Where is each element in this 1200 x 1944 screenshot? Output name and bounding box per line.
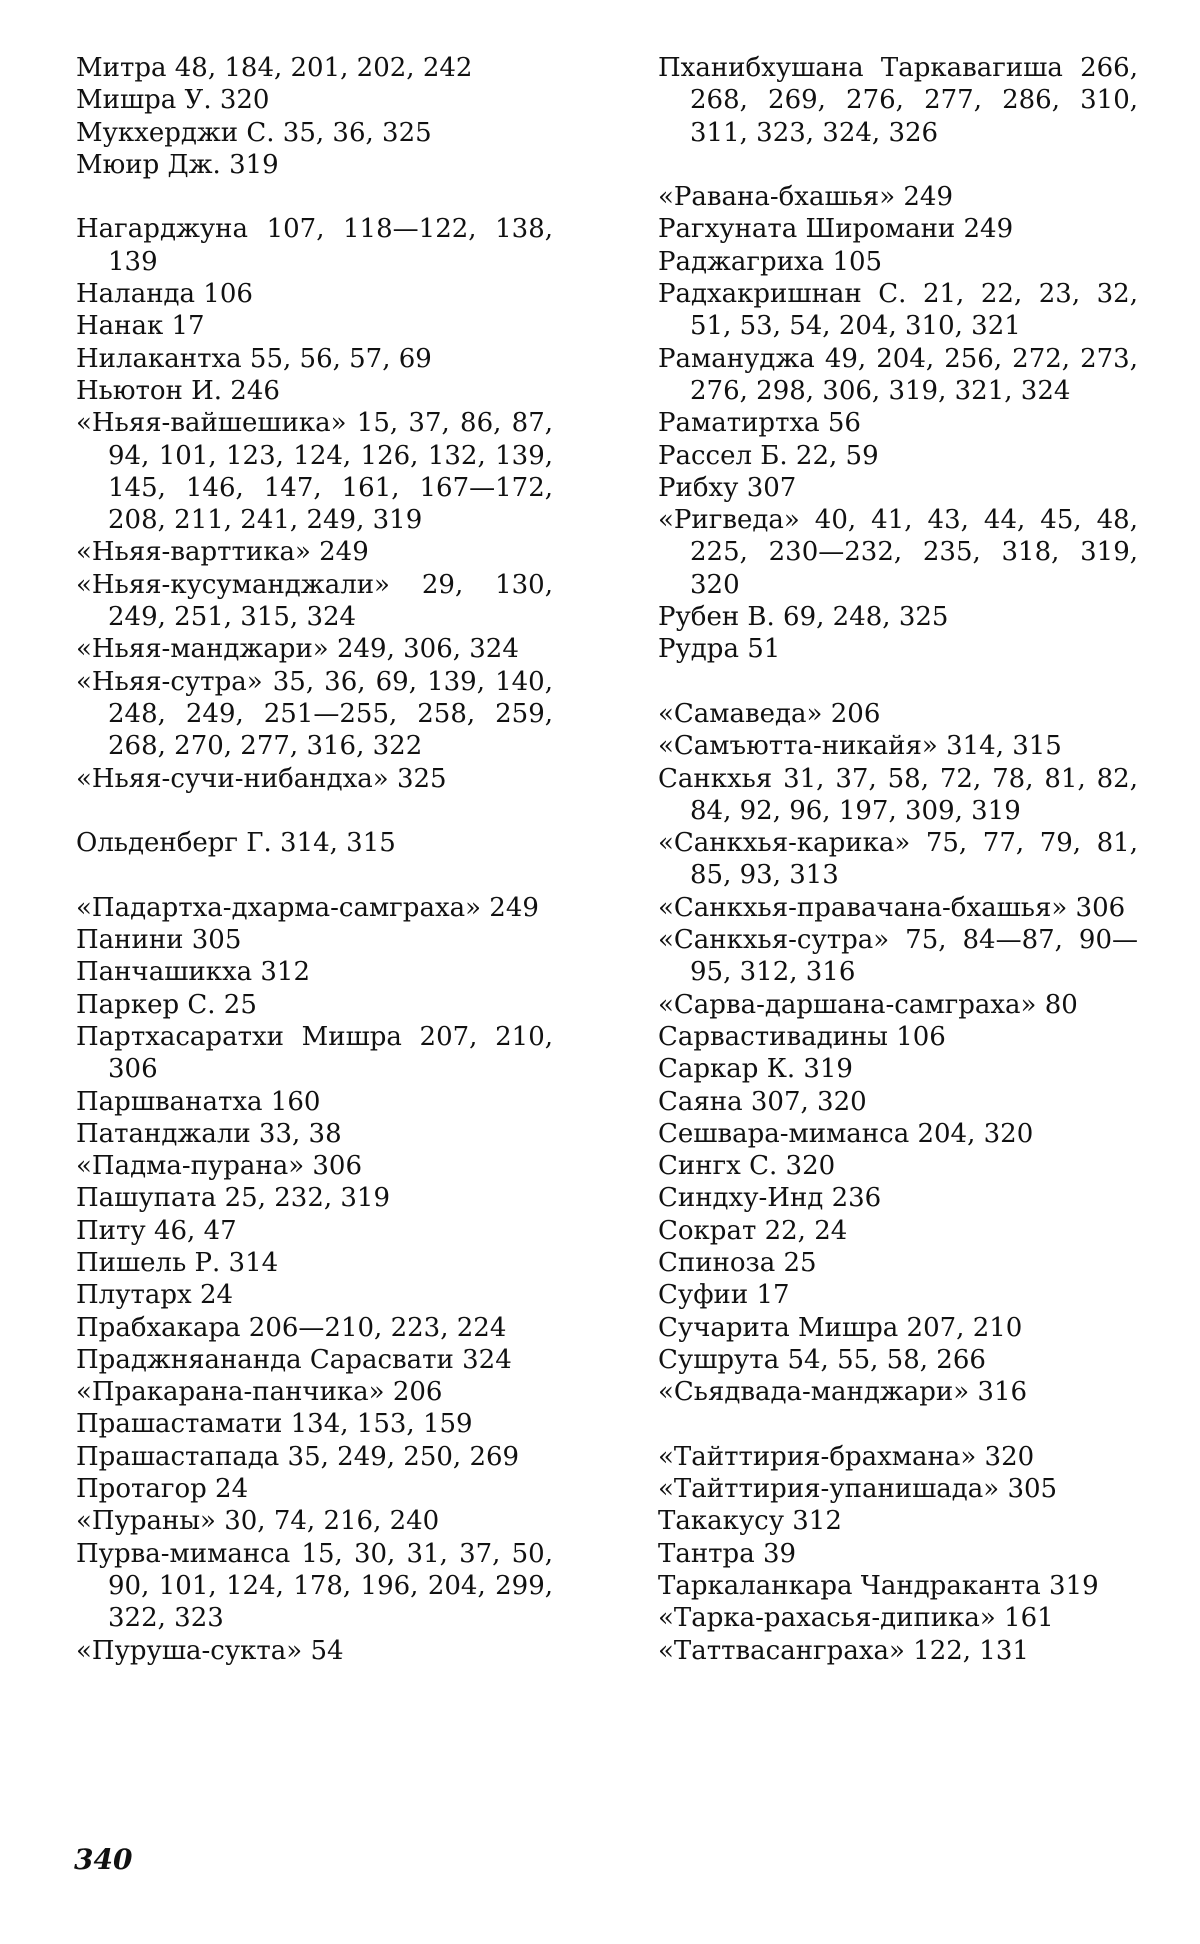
index-entry: Партхасаратхи Мишра 207, 210, 306	[76, 1021, 553, 1085]
index-entry: Рамануджа 49, 204, 256, 272, 273, 276, 298, 306, 319, 321, 324	[658, 343, 1138, 406]
index-entry: Рассел Б. 22, 59	[658, 440, 879, 471]
index-entry: Такакусу 312	[658, 1506, 842, 1537]
index-entry: Мюир Дж. 319	[76, 149, 279, 180]
index-entry: Мукхерджи С. 35, 36, 325	[76, 117, 432, 148]
index-entry: Раджагриха 105	[658, 246, 883, 277]
index-entry: Рибху 307	[658, 472, 797, 503]
letter-group-gap	[76, 859, 553, 891]
index-entry: Саяна 307, 320	[658, 1086, 867, 1117]
index-entry: Ньютон И. 246	[76, 375, 280, 406]
index-entry: «Санкхья-сутра» 75, 84—87, 90—95, 312, 316	[658, 925, 1138, 988]
index-entry: Панини 305	[76, 925, 242, 956]
index-entry: Митра 48, 184, 201, 202, 242	[76, 53, 473, 83]
index-entry: Патанджали 33, 38	[76, 1118, 342, 1149]
index-entry: Нагарджуна 107, 118—122, 138, 139	[76, 214, 553, 277]
index-entry: Мишра У. 320	[76, 85, 270, 116]
index-entry: «Тарка-рахасья-дипика» 161	[658, 1603, 1054, 1634]
index-entry: «Пураны» 30, 74, 216, 240	[76, 1506, 440, 1537]
index-entry: Пашупата 25, 232, 319	[76, 1183, 391, 1214]
index-entry: «Самаведа» 206	[658, 698, 881, 729]
index-entry: «Пуруша-сукта» 54	[76, 1635, 344, 1666]
index-entry: Тантра 39	[658, 1538, 797, 1569]
index-entry: Санкхья 31, 37, 58, 72, 78, 81, 82, 84, 92, 96, 197, 309, 319	[658, 763, 1138, 826]
index-entry: «Падма-пурана» 306	[76, 1151, 362, 1182]
letter-group-gap	[76, 181, 553, 213]
index-entry: Саркар К. 319	[658, 1054, 853, 1085]
index-entry: «Падартха-дхарма-самграха» 249	[76, 892, 539, 923]
index-entry: Рудра 51	[658, 634, 781, 665]
index-entry: Паркер С. 25	[76, 989, 257, 1020]
index-entry: Сушрута 54, 55, 58, 266	[658, 1344, 986, 1375]
letter-group-gap	[658, 1408, 1138, 1440]
index-entry: «Ньяя-кусуманджали» 29, 130, 249, 251, 315, 324	[76, 569, 553, 633]
index-entry: Панчашикха 312	[76, 957, 310, 988]
index-entry: «Сарва-даршана-самграха» 80	[658, 989, 1078, 1020]
index-entry: Нанак 17	[76, 311, 205, 342]
index-entry: «Ньяя-сучи-нибандха» 325	[76, 763, 447, 794]
letter-group-gap	[658, 666, 1138, 698]
index-entry: Пханибхушана Таркавагиша 266, 268, 269, 276, 277, 286, 310, 311, 323, 324, 326	[658, 53, 1138, 148]
index-entry: Сучарита Мишра 207, 210	[658, 1312, 1023, 1343]
index-entry: «Ньяя-варттика» 249	[76, 537, 369, 568]
index-entry: Сингх С. 320	[658, 1151, 836, 1182]
index-entry: Сарвастивадины 106	[658, 1021, 946, 1052]
index-entry: Наланда 106	[76, 279, 253, 310]
index-entry: Ольденберг Г. 314, 315	[76, 828, 396, 859]
index-entry: «Санкхья-карика» 75, 77, 79, 81, 85, 93, 313	[658, 828, 1138, 891]
index-entry: Рагхуната Широмани 249	[658, 214, 1014, 245]
index-entry: Рубен В. 69, 248, 325	[658, 602, 949, 633]
index-entry: «Пракарана-панчика» 206	[76, 1377, 443, 1408]
page-number: 340	[74, 1843, 133, 1876]
index-entry: Раматиртха 56	[658, 408, 861, 439]
index-entry: Протагор 24	[76, 1474, 249, 1505]
index-entry: Нилакантха 55, 56, 57, 69	[76, 343, 432, 374]
index-entry: Сократ 22, 24	[658, 1215, 848, 1246]
index-entry: Прашастапада 35, 249, 250, 269	[76, 1441, 520, 1472]
index-entry: Спиноза 25	[658, 1247, 817, 1278]
index-entry: Суфии 17	[658, 1280, 790, 1311]
index-entry: «Санкхья-правачана-бхашья» 306	[658, 892, 1126, 923]
index-entry: «Тайттирия-брахмана» 320	[658, 1441, 1035, 1472]
index-entry: Праджняананда Сарасвати 324	[76, 1344, 512, 1375]
index-entry: Синдху-Инд 236	[658, 1183, 882, 1214]
index-entry: Прашастамати 134, 153, 159	[76, 1409, 473, 1440]
index-entry: «Ньяя-сутра» 35, 36, 69, 139, 140, 248, 249, 251—255, 258, 259, 268, 270, 277, 316, 322	[76, 666, 553, 762]
index-entry: Паршванатха 160	[76, 1086, 321, 1117]
index-entry: Пишель Р. 314	[76, 1247, 279, 1278]
index-column-left	[76, 52, 553, 1667]
index-entry: «Сьядвада-манджари» 316	[658, 1377, 1028, 1408]
index-entry: «Тайттирия-упанишада» 305	[658, 1474, 1058, 1505]
index-entry: «Ригведа» 40, 41, 43, 44, 45, 48, 225, 230—232, 235, 318, 319, 320	[658, 505, 1138, 600]
index-entry: Сешвара-миманса 204, 320	[658, 1118, 1034, 1149]
index-entry: Таркаланкара Чандраканта 319	[658, 1570, 1099, 1601]
letter-group-gap	[658, 149, 1138, 181]
letter-group-gap	[76, 795, 553, 827]
index-column-right	[658, 52, 1138, 1667]
index-entry: «Самъютта-никайя» 314, 315	[658, 731, 1062, 762]
index-entry: «Равана-бхашья» 249	[658, 182, 954, 213]
index-entry: Радхакришнан С. 21, 22, 23, 32, 51, 53, 54, 204, 310, 321	[658, 279, 1138, 342]
index-entry: «Ньяя-вайшешика» 15, 37, 86, 87, 94, 101, 123, 124, 126, 132, 139, 145, 146, 147, 161, 167—172, 208, 211, 241, 249, 319	[76, 408, 553, 536]
index-entry: «Ньяя-манджари» 249, 306, 324	[76, 634, 519, 665]
index-entry: Прабхакара 206—210, 223, 224	[76, 1312, 507, 1343]
index-entry: «Таттвасанграха» 122, 131	[658, 1635, 1029, 1666]
index-entry: Плутарх 24	[76, 1280, 234, 1311]
index-entry: Пурва-миманса 15, 30, 31, 37, 50, 90, 101, 124, 178, 196, 204, 299, 322, 323	[76, 1538, 553, 1634]
index-entry: Питу 46, 47	[76, 1215, 237, 1246]
